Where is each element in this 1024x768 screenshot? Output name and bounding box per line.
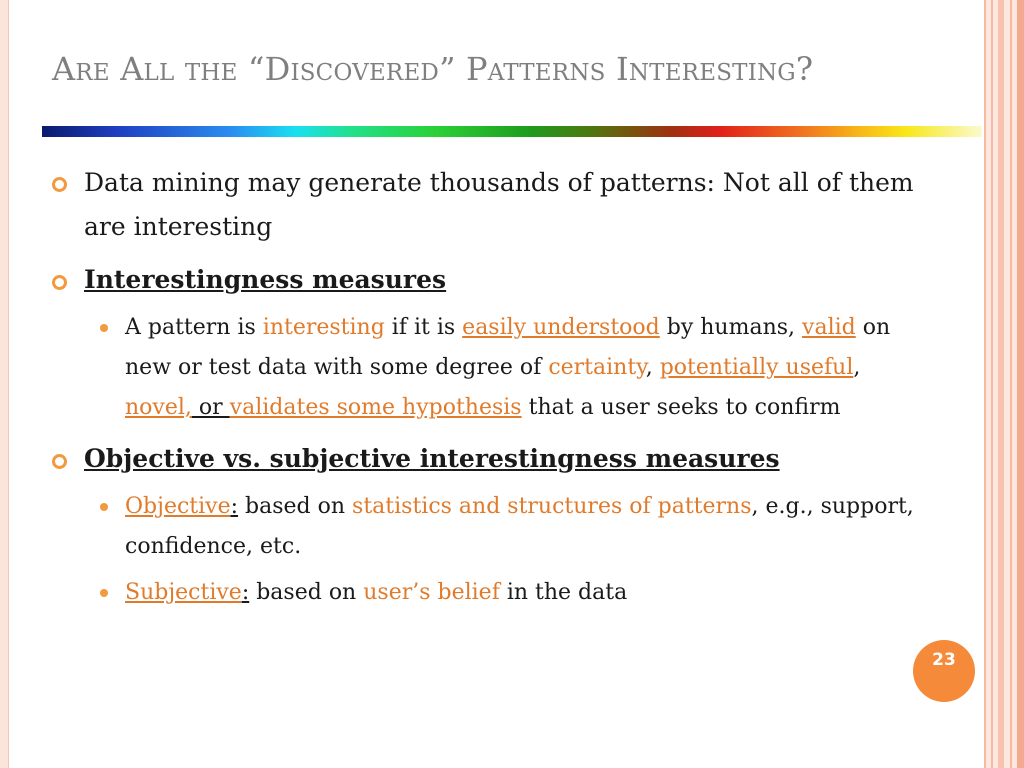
objective-measures: Objective: based on statistics and structures of patterns, e.g., support, confidence, etc. <box>125 494 914 559</box>
sub-bullet-marker <box>100 503 108 511</box>
interesting-pattern-definition: A pattern is interesting if it is easily understood by humans, valid on new or test data with some degree of certainty, potentially useful, novel, or validates some hypothesis that a user seeks to confirm <box>125 315 891 420</box>
slide-title: ARE ALL THE “DISCOVERED” PATTERNS INTERESTING? <box>52 50 814 88</box>
rainbow-divider <box>42 126 982 137</box>
heading-interestingness-measures: Interestingness measures <box>84 265 447 294</box>
right-decorative-stripes <box>984 0 1024 768</box>
bullet-marker <box>52 454 67 469</box>
left-border <box>0 0 9 768</box>
heading-objective-vs-subjective: Objective vs. subjective interestingness measures <box>84 444 780 473</box>
bullet-marker <box>52 177 67 192</box>
bullet-marker <box>52 275 67 290</box>
sub-bullet-marker <box>100 324 108 332</box>
page-number-badge <box>913 640 975 702</box>
subjective-measures: Subjective: based on user’s belief in the data <box>125 580 628 605</box>
sub-bullet-marker <box>100 589 108 597</box>
bullet-data-mining: Data mining may generate thousands of patterns: Not all of them are interesting <box>84 168 914 241</box>
page-number: 23 <box>932 650 956 670</box>
